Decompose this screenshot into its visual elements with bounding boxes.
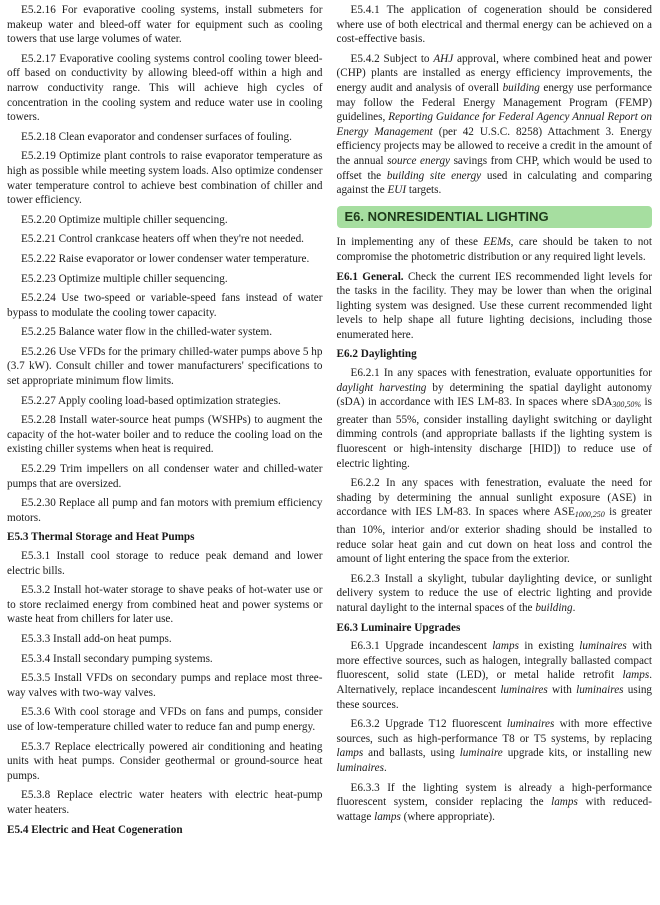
- list-item: [7, 52, 323, 125]
- item-number: E5.3.8: [21, 789, 51, 802]
- item-text: Replace electric water heaters with electric heat-pump water heaters.: [7, 789, 323, 816]
- section-heading-e6: E6. NONRESIDENTIAL LIGHTING: [337, 206, 653, 229]
- item-number: E5.2.22: [21, 252, 56, 265]
- list-item: [7, 549, 323, 578]
- paragraph-e6-2-3: E6.2.3 Install a skylight, tubular daylighting device, or sunlight delivery system to reduce the use of electric lighting and provide natural daylight to the internal spaces of the building.: [336, 572, 652, 614]
- list-item: [7, 671, 323, 700]
- item-text: Raise evaporator or lower condenser water temperature.: [55, 252, 310, 265]
- paragraph-e6-1: E6.1 General. Check the current IES recommended light levels for the tasks in the facility. They may be lower than when the original lighting system was designed. Use these current recommended light levels to help shape all future lighting decisions, including those enumerated here.: [336, 270, 652, 341]
- item-text: Clean evaporator and condenser surfaces of fouling.: [55, 130, 292, 143]
- item-text: Install hot-water storage to shave peaks of hot-water use or to store reclaimed energy from combined heat and power systems or waste heat from chillers for later use.: [7, 584, 323, 626]
- heading-e6-2: E6.2 Daylighting: [336, 348, 417, 361]
- item-number: E5.3.3: [21, 632, 51, 645]
- list-item: [7, 345, 323, 389]
- item-text: Install secondary pumping systems.: [50, 652, 213, 665]
- item-number: E5.2.27: [21, 394, 56, 407]
- list-item: [7, 3, 323, 47]
- paragraph-e5-4-1: E5.4.1 The application of cogeneration should be considered where use of both electrical and thermal energy can be achieved on a cost-effective basis.: [336, 4, 652, 46]
- item-number: E5.2.16: [21, 4, 56, 16]
- item-text: Evaporative cooling systems control cooling tower bleed-off based on conductivity by allowing bleed-off within a high and narrow conductivity range. This will achieve high cycles of concentration in the cooling system and reduce water use in cooling towers.: [7, 52, 323, 124]
- item-text: Replace electrically powered air conditioning and heating units with heat pumps. Consider geothermal or ground-source heat pumps.: [7, 740, 323, 782]
- list-item: [7, 705, 323, 734]
- item-number: E5.2.23: [21, 272, 56, 285]
- paragraph-e5-4-2: E5.4.2 Subject to AHJ approval, where combined heat and power (CHP) plants are installed as energy efficiency improvements, the energy audit and analysis of overall building energy use performance may follow the Federal Energy Management Program (FEMP) guidelines, Reporting Guidance for Federal Agency Annual Report on Energy Management (per 42 U.S.C. 8258) Attachment 3. Energy efficiency projects may be allowed to receive a credit in the amount of the annual source energy savings from CHP, which would be used to offset the building site energy used in calculating and comparing against the EUI targets.: [336, 52, 652, 197]
- item-number: E5.3.1: [21, 550, 51, 562]
- item-text: Install add-on heat pumps.: [50, 632, 172, 645]
- item-text: Install water-source heat pumps (WSHPs) to augment the capacity of the hot-water boiler and to reduce the cooling load on the existing chiller systems when heat is required.: [7, 414, 323, 456]
- heading-e5-4: E5.4 Electric and Heat Cogeneration: [7, 823, 183, 836]
- right-column: [337, 3, 653, 905]
- list-item: [7, 632, 323, 647]
- item-text: Optimize plant controls to raise evaporator temperature as high as possible while meeting system loads. Also optimize condenser water temperature control to achieve best combination of chiller and tower efficiency.: [7, 150, 323, 207]
- heading-e6-3: E6.3 Luminaire Upgrades: [336, 621, 461, 634]
- list-item: [7, 462, 323, 491]
- item-number: E5.2.21: [21, 233, 56, 246]
- list-item: [7, 413, 323, 457]
- list-item: [7, 394, 323, 409]
- paragraph-e6-3-3: E6.3.3 If the lighting system is already a high-performance fluorescent system, consider replacing the lamps with reduced-wattage lamps (where appropriate).: [336, 781, 652, 823]
- item-number: E5.2.25: [21, 326, 56, 339]
- item-number: E5.2.20: [21, 213, 56, 226]
- item-text: Use two-speed or variable-speed fans instead of water bypass to modulate the cooling tower capacity.: [7, 292, 323, 319]
- item-text: Apply cooling load-based optimization strategies.: [55, 394, 281, 407]
- list-item: [7, 788, 323, 817]
- item-number: E5.3.6: [21, 706, 51, 719]
- list-item: [7, 272, 323, 287]
- item-number: E5.2.28: [21, 414, 56, 427]
- list-item: [7, 496, 323, 525]
- item-number: E5.2.24: [21, 292, 56, 305]
- item-text: Optimize multiple chiller sequencing.: [55, 272, 228, 285]
- item-number: E5.2.18: [21, 130, 56, 143]
- list-item: [7, 652, 323, 667]
- item-number: E5.2.26: [21, 345, 56, 358]
- list-item: [7, 232, 323, 247]
- item-text: For evaporative cooling systems, install submeters for makeup water and bleed-off water for equipment such as cooling towers that use large volumes of water.: [7, 4, 323, 46]
- left-column: [7, 3, 323, 905]
- item-number: E5.3.7: [21, 740, 51, 753]
- list-item: [7, 583, 323, 627]
- item-text: Optimize multiple chiller sequencing.: [55, 213, 228, 226]
- list-item: [7, 325, 323, 340]
- paragraph-e6-3-2: E6.3.2 Upgrade T12 fluorescent luminaires with more effective sources, such as high-performance T8 or T5 systems, by replacing lamps and ballasts, using luminaire upgrade kits, or installing new luminaires.: [336, 718, 652, 774]
- item-number: E5.3.2: [21, 584, 51, 597]
- item-number: E5.2.19: [21, 150, 56, 163]
- item-text: Trim impellers on all condenser water and chilled-water pumps that are oversized.: [7, 463, 323, 490]
- item-number: E5.2.30: [21, 497, 56, 510]
- list-item: [7, 291, 323, 320]
- list-item: [7, 740, 323, 784]
- paragraph-e6-2-2: E6.2.2 In any spaces with fenestration, evaluate the need for shading by determining the annual sunlight exposure (ASE) in accordance with IES LM-83. In spaces where $ASE_{1000,250}$ is greater than 10%, interior and/or exterior shading should be installed to reduce solar heat gain and cut down on heat loss and control the amount of light entering the space from the exterior.: [336, 477, 652, 566]
- item-text: Control crankcase heaters off when they're not needed.: [55, 233, 304, 246]
- item-number: E5.2.17: [21, 52, 56, 65]
- item-number: E5.3.4: [21, 652, 51, 665]
- list-item: [7, 213, 323, 228]
- item-text: Install cool storage to reduce peak demand and lower electric bills.: [7, 550, 323, 577]
- item-text: Install VFDs on secondary pumps and replace most three-way valves with two-way valves.: [7, 672, 323, 699]
- paragraph-e6-intro: In implementing any of these EEMs, care should be taken to not compromise the photometric distribution or any required light levels.: [336, 236, 652, 263]
- list-item: [7, 130, 323, 145]
- paragraph-e6-2-1: E6.2.1 In any spaces with fenestration, evaluate opportunities for daylight harvesting by determining the spatial daylight autonomy (sDA) in accordance with IES LM-83. In spaces where sDA$_{300,50\%}$ is greater than 55%, consider installing daylight switching or daylight dimming controls (and appropriate ballasts if the lighting system is fluorescent or high-intensity discharge [HID]) to reduce use of electric lighting.: [336, 367, 652, 470]
- item-text: Balance water flow in the chilled-water system.: [55, 326, 273, 339]
- item-number: E5.2.29: [21, 463, 56, 476]
- item-text: Replace all pump and fan motors with premium efficiency motors.: [7, 497, 323, 524]
- list-item: [7, 252, 323, 267]
- item-number: E5.3.5: [21, 672, 51, 685]
- heading-e5-3: E5.3 Thermal Storage and Heat Pumps: [7, 531, 195, 544]
- list-item: [7, 149, 323, 207]
- item-text: With cool storage and VFDs on fans and pumps, consider use of low-temperature chilled water to reduce fan and pump energy.: [7, 706, 323, 733]
- item-text: Use VFDs for the primary chilled-water pumps above 5 hp (3.7 kW). Consult chiller and tower manufacturers' specifications to set appropriate minimum flow limits.: [7, 345, 323, 388]
- paragraph-e6-3-1: E6.3.1 Upgrade incandescent lamps in existing luminaires with more effective sources, such as halogen, integrally ballasted compact fluorescent, solid state (LED), or metal halide retrofit lamps. Alternatively, replace incandescent luminaires with luminaires using these sources.: [336, 640, 653, 711]
